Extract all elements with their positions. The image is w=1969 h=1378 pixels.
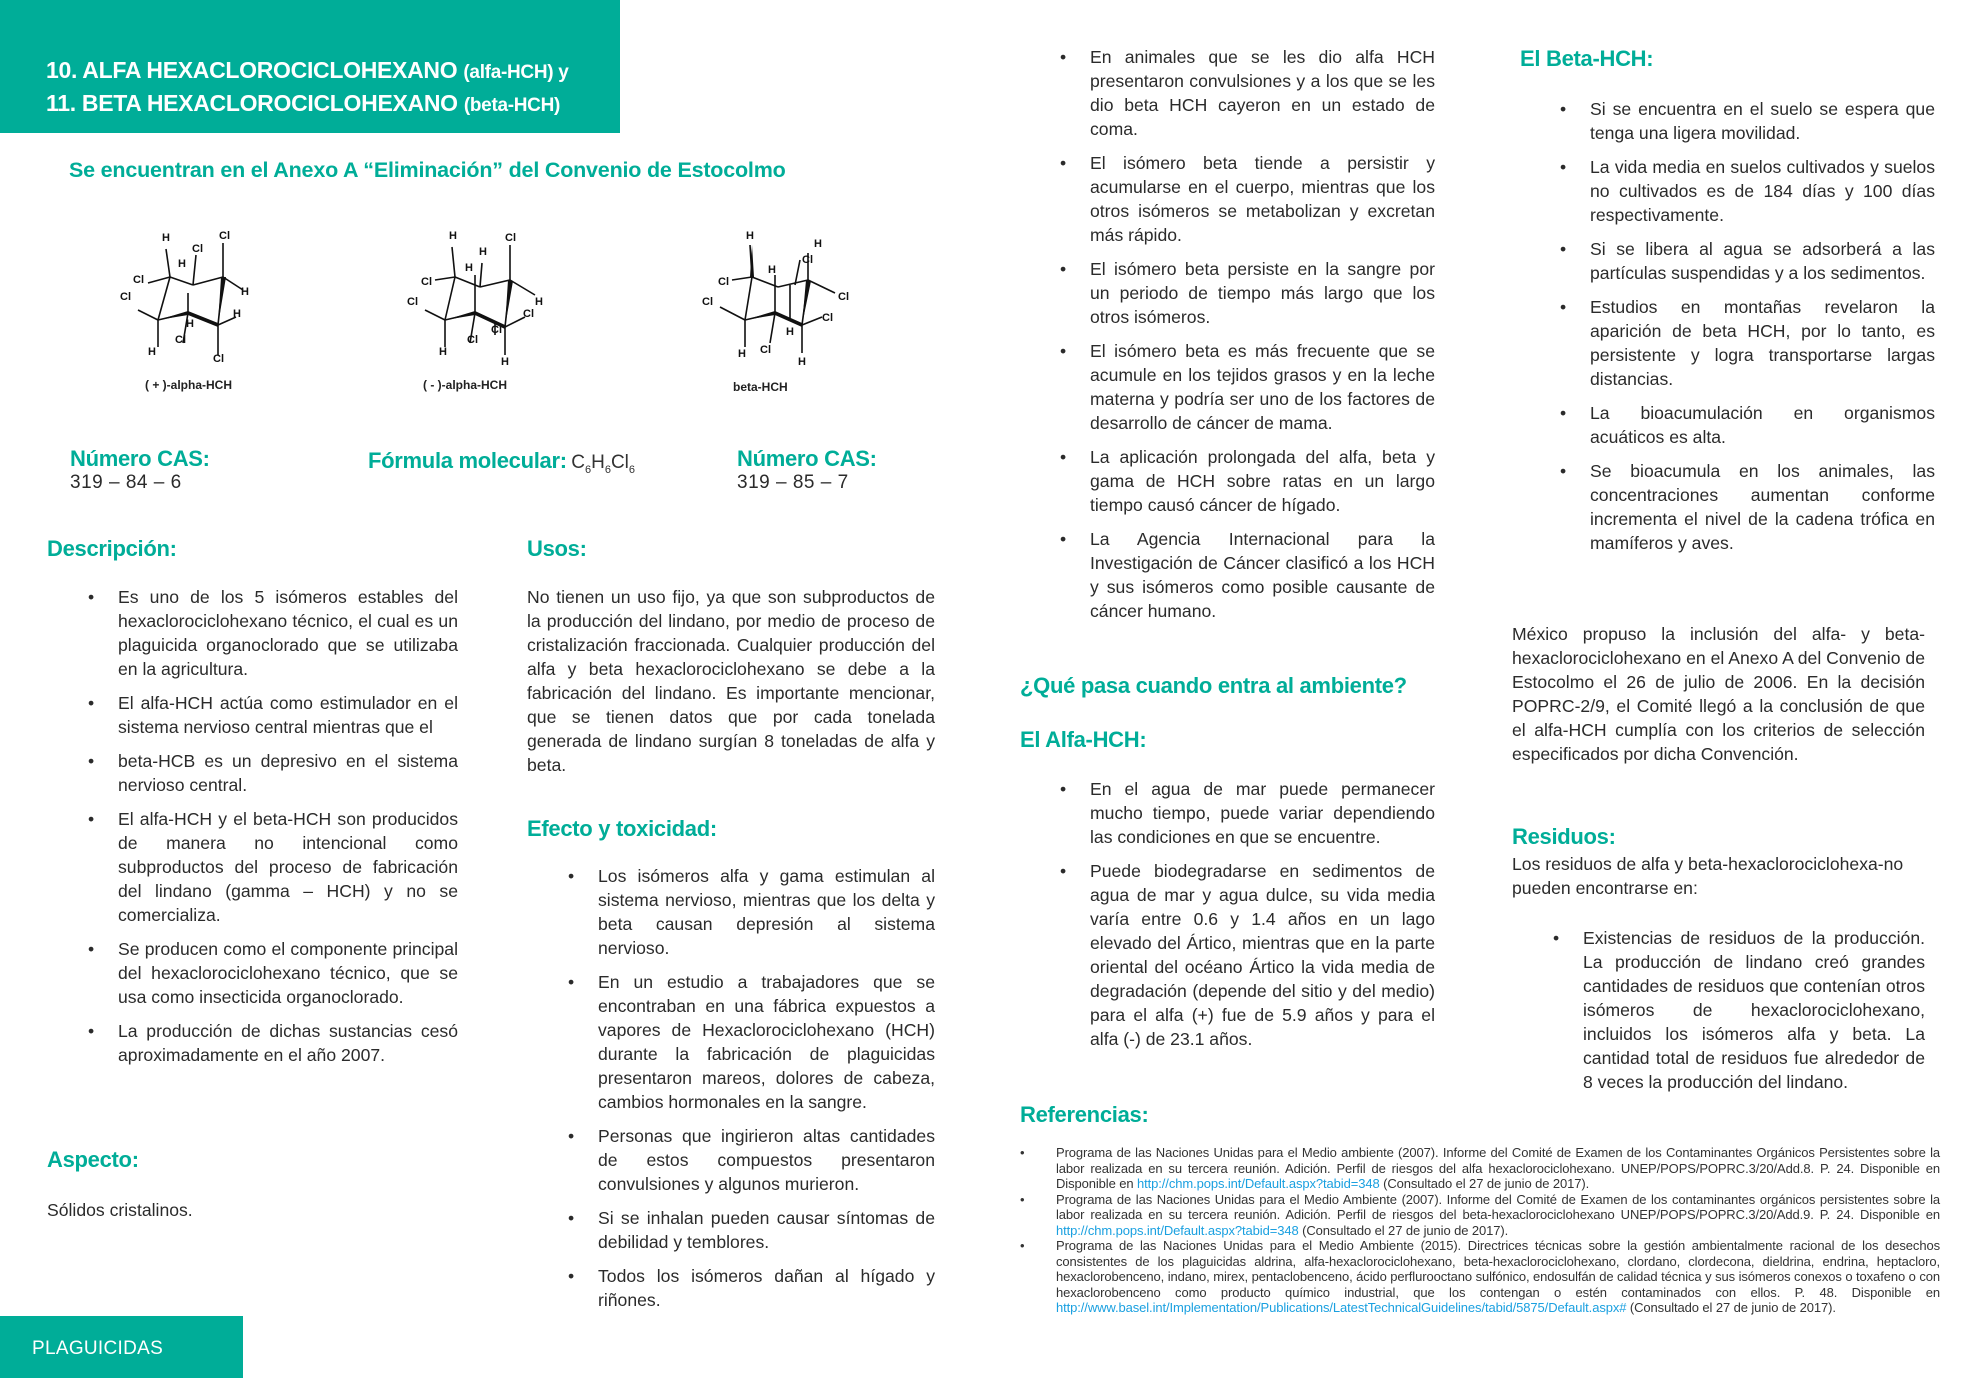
list-item-text: Si se encuentra en el suelo se espera que tenga una ligera movilidad.: [1590, 99, 1935, 143]
list-item: [88, 691, 458, 739]
alpha-minus-hch-structure-icon: [395, 225, 555, 375]
svg-text:Cl: Cl: [219, 230, 230, 242]
svg-text:H: H: [186, 318, 194, 330]
svg-text:H: H: [162, 232, 170, 244]
svg-text:Cl: Cl: [120, 291, 131, 303]
cas-heading: Número CAS:: [70, 446, 210, 471]
bullet-icon: •: [1560, 403, 1567, 423]
descripcion-list: [88, 585, 458, 1077]
cas-value: 319 – 84 – 6: [70, 472, 182, 493]
efecto-list-continued: [1060, 45, 1435, 633]
svg-text:Cl: Cl: [213, 353, 224, 365]
alfa-hch-list: [1060, 777, 1435, 1061]
list-item-text: La aplicación prolongada del alfa, beta y gama de HCH sobre ratas en un largo tiempo causó cáncer de hígado.: [1090, 447, 1435, 515]
list-item: [1060, 527, 1435, 623]
subtitle: Se encuentran en el Anexo A “Eliminación” del Convenio de Estocolmo: [69, 158, 786, 182]
list-item: [1560, 97, 1935, 145]
bullet-icon: •: [88, 751, 95, 771]
residuos-list: [1553, 926, 1925, 1104]
cas-beta: [737, 446, 877, 494]
references-list: [1020, 1145, 1940, 1316]
bullet-icon: •: [88, 693, 95, 713]
cas-heading: Número CAS:: [737, 446, 877, 471]
list-item: [1060, 257, 1435, 329]
aspecto-heading: Aspecto:: [47, 1147, 139, 1172]
list-item: [1560, 295, 1935, 391]
bullet-icon: •: [568, 1126, 575, 1146]
bullet-icon: •: [1020, 1145, 1025, 1160]
formula-h-count: 6: [604, 463, 611, 476]
bullet-icon: •: [1553, 928, 1560, 948]
svg-text:Cl: Cl: [491, 324, 502, 336]
list-item-text: Se bioacumula en los animales, las concentraciones aumentan conforme incrementa el nivel de la cadena trófica en mamíferos y aves.: [1590, 461, 1935, 553]
svg-text:Cl: Cl: [718, 276, 729, 288]
svg-text:H: H: [768, 264, 776, 276]
bullet-icon: •: [88, 1021, 95, 1041]
bullet-icon: •: [1060, 259, 1067, 279]
reference-text: Programa de las Naciones Unidas para el Medio Ambiente (2015). Directrices técnicas sobre la gestión ambientalmente racional de los desechos consistentes de los plaguicidas aldrina, alfa-hexaclorociclohexano, beta-hexaclorociclohexano, clordano, clordecona, dieldrina, endrina, heptacloro, hexaclorobenceno, indano, mirex, pentaclobenceno, ácido perflurooctano sulfónico, endosulfán de calidad técnica y sus isómeros conexos o toxafeno o con hexaclorobenceno como producto químico industrial, que los contengan o estén contaminados con ellos. P. 48. Disponible en: [1056, 1238, 1940, 1300]
svg-text:Cl: Cl: [802, 254, 813, 266]
usos-text: No tienen un uso fijo, ya que son subproductos de la producción del lindano, por medio de proceso de cristalización fraccionada. Cualquier producción del alfa y beta hexaclorociclohexano se debe a la fabricación del lindano. Es importante mencionar, que se tienen datos que por cada tonelada generada de lindano surgían 8 toneladas de alfa y beta.: [527, 587, 935, 775]
list-item-text: El isómero beta persiste en la sangre por un periodo de tiempo más largo que los otros isómeros.: [1090, 259, 1435, 327]
alfa-hch-heading: El Alfa-HCH:: [1020, 727, 1147, 752]
alpha-plus-hch-structure-icon: [108, 225, 268, 375]
bullet-icon: •: [1060, 861, 1067, 881]
list-item: [1553, 926, 1925, 1094]
svg-text:Cl: Cl: [838, 291, 849, 303]
list-item-text: Todos los isómeros dañan al hígado y riñones.: [598, 1266, 935, 1310]
svg-text:H: H: [738, 348, 746, 360]
bullet-icon: •: [568, 972, 575, 992]
bullet-icon: •: [88, 809, 95, 829]
svg-text:Cl: Cl: [192, 243, 203, 255]
list-item: [568, 1206, 935, 1254]
list-item-text: En un estudio a trabajadores que se encontraban en una fábrica expuestos a vapores de Hexaclorociclohexano (HCH) durante la fabricación de plaguicidas presentaron mareos, dolores de cabeza, cambios hormonales en la sangre.: [598, 972, 935, 1112]
list-item-text: El isómero beta tiende a persistir y acumularse en el cuerpo, mientras que los otros isómeros se metabolizan y excretan más rápido.: [1090, 153, 1435, 245]
bullet-icon: •: [1560, 157, 1567, 177]
list-item-text: En el agua de mar puede permanecer mucho tiempo, puede variar dependiendo las condiciones en que se encuentre.: [1090, 779, 1435, 847]
usos-heading: Usos:: [527, 536, 587, 561]
svg-text:Cl: Cl: [822, 312, 833, 324]
reference-item: [1020, 1192, 1940, 1239]
svg-text:H: H: [746, 230, 754, 242]
svg-text:H: H: [241, 286, 249, 298]
svg-text:Cl: Cl: [702, 296, 713, 308]
svg-text:H: H: [449, 230, 457, 242]
svg-text:Cl: Cl: [467, 334, 478, 346]
list-item-text: Si se libera al agua se adsorberá a las partículas suspendidas y a los sedimentos.: [1590, 239, 1935, 283]
residuos-intro: Los residuos de alfa y beta-hexaclorociclohexa-no pueden encontrarse en:: [1512, 854, 1904, 898]
page-title: [46, 55, 569, 121]
list-item-text: Es uno de los 5 isómeros estables del hexaclorociclohexano técnico, el cual es un plaguicida organoclorado que se utilizaba en la agricultura.: [118, 587, 458, 679]
formula-c-count: 6: [584, 463, 592, 476]
list-item-text: Existencias de residuos de la producción. La producción de lindano creó grandes cantidades de residuos que contenían otros isómeros de hexaclorociclohexano, incluidos los isómeros alfa y beta. La cantidad total de residuos fue alrededor de 8 veces la producción del lindano.: [1583, 928, 1925, 1092]
footer-label: PLAGUICIDAS: [32, 1338, 164, 1359]
bullet-icon: •: [1060, 341, 1067, 361]
reference-link[interactable]: http://chm.pops.int/Default.aspx?tabid=348: [1056, 1222, 1299, 1238]
list-item-text: La vida media en suelos cultivados y suelos no cultivados es de 184 días y 100 días respectivamente.: [1590, 157, 1935, 225]
svg-text:H: H: [439, 346, 447, 358]
list-item: [1060, 151, 1435, 247]
list-item: [1560, 459, 1935, 555]
ambiente-heading: ¿Qué pasa cuando entra al ambiente?: [1020, 673, 1407, 698]
list-item-text: En animales que se les dio alfa HCH presentaron convulsiones y a los que se les dio beta HCH cayeron en un estado de coma.: [1090, 47, 1435, 139]
list-item-text: beta-HCB es un depresivo en el sistema nervioso central.: [118, 751, 458, 795]
formula-cl-count: 6: [628, 463, 636, 476]
bullet-icon: •: [1060, 447, 1067, 467]
molecular-formula: [368, 448, 635, 476]
reference-text: (Consultado el 27 de junio de 2017).: [1298, 1222, 1509, 1238]
list-item: [568, 864, 935, 960]
list-item: [88, 807, 458, 927]
list-item-text: El alfa-HCH actúa como estimulador en el sistema nervioso central mientras que el: [118, 693, 458, 737]
mexico-paragraph: México propuso la inclusión del alfa- y beta-hexaclorociclohexano en el Anexo A del Convenio de Estocolmo el 26 de julio de 2006. En la decisión POPRC-2/9, el Comité llegó a la conclusión de que el alfa-HCH cumplía con los criterios de selección especificados por dicha Convención.: [1512, 624, 1925, 764]
bullet-icon: •: [1560, 461, 1567, 481]
svg-text:H: H: [501, 356, 509, 368]
bullet-icon: •: [1020, 1238, 1025, 1253]
list-item: [88, 749, 458, 797]
formula-c: C: [571, 452, 585, 473]
list-item: [1560, 237, 1935, 285]
svg-text:H: H: [178, 258, 186, 270]
bullet-icon: •: [568, 1266, 575, 1286]
cas-alpha: [70, 446, 210, 494]
svg-text:Cl: Cl: [421, 276, 432, 288]
list-item: [568, 1124, 935, 1196]
svg-text:Cl: Cl: [133, 274, 144, 286]
list-item-text: El isómero beta es más frecuente que se acumule en los tejidos grasos y en la leche materna y podría ser uno de los factores de desarrollo de cáncer de mama.: [1090, 341, 1435, 433]
beta-hch-structure-icon: [690, 225, 850, 375]
bullet-icon: •: [88, 587, 95, 607]
svg-text:H: H: [465, 262, 473, 274]
svg-text:H: H: [814, 238, 822, 250]
list-item-text: La bioacumulación en organismos acuáticos es alta.: [1590, 403, 1935, 447]
svg-text:Cl: Cl: [175, 334, 186, 346]
list-item: [568, 970, 935, 1114]
list-item: [1060, 859, 1435, 1051]
list-item-text: Los isómeros alfa y gama estimulan al sistema nervioso, mientras que los delta y beta causan depresión al sistema nervioso.: [598, 866, 935, 958]
reference-text: (Consultado el 27 de junio de 2017).: [1626, 1300, 1836, 1315]
residuos-heading: Residuos:: [1512, 824, 1616, 849]
molecule-label: ( - )-alpha-HCH: [423, 378, 507, 392]
molecule-label: beta-HCH: [733, 380, 788, 394]
efecto-heading: Efecto y toxicidad:: [527, 816, 717, 841]
aspecto-text: Sólidos cristalinos.: [47, 1200, 193, 1220]
bullet-icon: •: [1060, 529, 1067, 549]
bullet-icon: •: [1560, 297, 1567, 317]
reference-text: (Consultado el 27 de junio de 2017).: [1379, 1176, 1590, 1191]
beta-hch-heading: El Beta-HCH:: [1520, 46, 1654, 71]
list-item: [88, 1019, 458, 1067]
bullet-icon: •: [568, 866, 575, 886]
reference-item: [1020, 1145, 1940, 1192]
title-line2-small: (beta-HCH): [463, 95, 561, 116]
svg-text:Cl: Cl: [760, 344, 771, 356]
efecto-list: [568, 864, 935, 1322]
bullet-icon: •: [1020, 1191, 1025, 1207]
list-item-text: Se producen como el componente principal del hexaclorociclohexano técnico, que se usa como insecticida organoclorado.: [118, 939, 458, 1007]
svg-text:Cl: Cl: [523, 308, 534, 320]
molecule-label: ( + )-alpha-HCH: [145, 378, 232, 392]
bullet-icon: •: [1560, 99, 1567, 119]
list-item: [88, 937, 458, 1009]
reference-link[interactable]: http://www.basel.int/Implementation/Publications/LatestTechnicalGuidelines/tabid/5875/Default.aspx#: [1056, 1300, 1627, 1315]
reference-item: [1020, 1238, 1940, 1316]
list-item: [1060, 45, 1435, 141]
reference-text: Programa de las Naciones Unidas para el Medio Ambiente (2007). Informe del Comité de Examen de los contaminantes orgánicos persistentes sobre la labor realizada en su tercera reunión. Adición. Perfil de riesgos del beta-hexaclorociclohexano UNEP/POPS/POPRC.3/20/Add.9. P. 24. Disponible en: [1056, 1191, 1940, 1222]
svg-text:H: H: [798, 356, 806, 368]
list-item: [568, 1264, 935, 1312]
bullet-icon: •: [1060, 779, 1067, 799]
list-item-text: Estudios en montañas revelaron la aparición de beta HCH, por lo tanto, es persistente y logra transportarse largas distancias.: [1590, 297, 1935, 389]
list-item: [1060, 445, 1435, 517]
svg-text:H: H: [148, 346, 156, 358]
list-item-text: Si se inhalan pueden causar síntomas de debilidad y temblores.: [598, 1208, 935, 1252]
list-item: [1060, 339, 1435, 435]
bullet-icon: •: [1560, 239, 1567, 259]
beta-hch-list: [1560, 97, 1935, 565]
title-line2-main: 11. BETA HEXACLOROCICLOHEXANO: [46, 90, 458, 116]
formula-h: H: [591, 452, 605, 473]
bullet-icon: •: [88, 939, 95, 959]
title-line1-small: (alfa-HCH) y: [463, 62, 569, 83]
list-item: [88, 585, 458, 681]
descripcion-heading: Descripción:: [47, 536, 177, 561]
list-item-text: La Agencia Internacional para la Investigación de Cáncer clasificó a los HCH y sus isómeros como posible causante de cáncer humano.: [1090, 529, 1435, 621]
list-item: [1060, 777, 1435, 849]
list-item-text: La producción de dichas sustancias cesó aproximadamente en el año 2007.: [118, 1021, 458, 1065]
svg-text:H: H: [786, 326, 794, 338]
svg-text:H: H: [233, 308, 241, 320]
formula-value: [571, 452, 636, 476]
bullet-icon: •: [1060, 153, 1067, 173]
reference-link[interactable]: http://chm.pops.int/Default.aspx?tabid=348: [1137, 1176, 1380, 1191]
svg-text:Cl: Cl: [407, 296, 418, 308]
formula-heading: Fórmula molecular:: [368, 448, 567, 473]
list-item-text: Puede biodegradarse en sedimentos de agua de mar y agua dulce, su vida media varía entre 0.6 y 1.4 años en un lago elevado del Ártico, mientras que en la parte oriental del océano Ártico la vida media de degradación (depende del sitio y del medio) para el alfa (+) fue de 5.9 años y para el alfa (-) de 23.1 años.: [1090, 861, 1435, 1049]
bullet-icon: •: [1060, 47, 1067, 67]
svg-text:Cl: Cl: [505, 232, 516, 244]
reference-text: Programa de las Naciones Unidas para el Medio ambiente (2007). Informe del Comité de Examen de los Contaminantes Orgánicos Persistentes sobre la labor realizada en su tercera reunión. Adición. Perfil de riesgos del alfa hexaclorociclohexano. UNEP/POPS/POPRC.3/20/Add.8. P. 24. Disponible en Disponible en: [1056, 1145, 1940, 1191]
referencias-heading: Referencias:: [1020, 1102, 1149, 1127]
svg-text:H: H: [535, 296, 543, 308]
svg-text:H: H: [479, 246, 487, 258]
cas-value: 319 – 85 – 7: [737, 472, 849, 493]
bullet-icon: •: [568, 1208, 575, 1228]
title-line1-main: 10. ALFA HEXACLOROCICLOHEXANO: [46, 57, 458, 83]
list-item: [1560, 155, 1935, 227]
list-item: [1560, 401, 1935, 449]
list-item-text: Personas que ingirieron altas cantidades de estos compuestos presentaron convulsiones y algunos murieron.: [598, 1126, 935, 1194]
list-item-text: El alfa-HCH y el beta-HCH son producidos de manera no intencional como subproductos del proceso de fabricación del lindano (gamma – HCH) y no se comercializa.: [118, 809, 458, 925]
formula-cl: Cl: [610, 452, 629, 473]
